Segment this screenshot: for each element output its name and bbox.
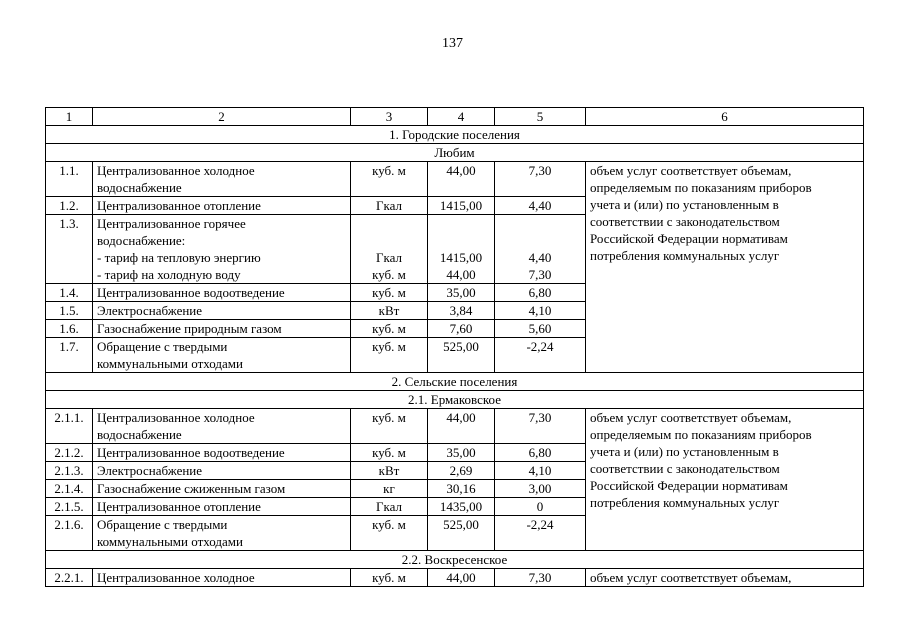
column-5-value: 4,10 (495, 462, 586, 480)
volume-note: объем услуг соответствует объемам, определяемым по показаниям приборов учета и (или) по установленным в соответствии с законодательством Российской Федерации нормативам потребления коммунальных услуг (586, 162, 864, 373)
service-name: Централизованное отопление (93, 498, 351, 516)
column-5-value: 6,80 (495, 284, 586, 302)
row-number: 2.2.1. (46, 569, 93, 587)
column-number-header: 1 (46, 108, 93, 126)
service-name: Централизованное водоотведение (93, 444, 351, 462)
row-number: 2.1.5. (46, 498, 93, 516)
unit-cell: куб. м (351, 284, 428, 302)
tariff-table (45, 107, 864, 587)
service-name: Газоснабжение сжиженным газом (93, 480, 351, 498)
row-number: 1.1. (46, 162, 93, 197)
subsection-title: 2.2. Воскресенское (46, 551, 864, 569)
service-name: Газоснабжение природным газом (93, 320, 351, 338)
section-title-row (46, 373, 864, 391)
column-5-value: 6,80 (495, 444, 586, 462)
unit-cell: Гкал (351, 197, 428, 215)
service-name: Обращение с твердыми коммунальными отходами (93, 516, 351, 551)
section-title-row (46, 126, 864, 144)
service-name: Обращение с твердыми коммунальными отходами (93, 338, 351, 373)
column-4-value: 1415,00 (428, 197, 495, 215)
unit-cell: Гкал (351, 498, 428, 516)
column-5-value: 7,30 (495, 162, 586, 197)
unit-cell: куб. м (351, 516, 428, 551)
row-number: 1.5. (46, 302, 93, 320)
row-number: 2.1.2. (46, 444, 93, 462)
column-5-value: -2,24 (495, 516, 586, 551)
column-4-value: 44,00 (428, 162, 495, 197)
unit-cell: куб. м (351, 338, 428, 373)
unit-cell: кВт (351, 462, 428, 480)
column-5-value: 3,00 (495, 480, 586, 498)
column-5-value: 7,30 (495, 409, 586, 444)
unit-cell: куб. м (351, 444, 428, 462)
unit-cell: куб. м (351, 569, 428, 587)
row-number: 1.4. (46, 284, 93, 302)
row-number: 1.7. (46, 338, 93, 373)
column-5-value: 4,10 (495, 302, 586, 320)
subsection-title: Любим (46, 144, 864, 162)
row-number: 1.3. (46, 215, 93, 284)
service-name: Централизованное водоотведение (93, 284, 351, 302)
unit-cell: кВт (351, 302, 428, 320)
row-number: 1.6. (46, 320, 93, 338)
service-name: Централизованное холодное водоснабжение (93, 409, 351, 444)
column-4-value: 35,00 (428, 444, 495, 462)
unit-cell: куб. м (351, 409, 428, 444)
table-row (46, 569, 864, 587)
column-5-value: 4,40 7,30 (495, 215, 586, 284)
column-5-value: 0 (495, 498, 586, 516)
table-header-row (46, 108, 864, 126)
column-5-value: -2,24 (495, 338, 586, 373)
subsection-title-row (46, 551, 864, 569)
page-number: 137 (442, 36, 463, 51)
row-number: 1.2. (46, 197, 93, 215)
column-5-value: 7,30 (495, 569, 586, 587)
column-number-header: 4 (428, 108, 495, 126)
subsection-title-row (46, 144, 864, 162)
row-number: 2.1.6. (46, 516, 93, 551)
column-5-value: 5,60 (495, 320, 586, 338)
column-number-header: 3 (351, 108, 428, 126)
volume-note: объем услуг соответствует объемам, (586, 569, 864, 587)
row-number: 2.1.4. (46, 480, 93, 498)
section-title: 1. Городские поселения (46, 126, 864, 144)
column-4-value: 35,00 (428, 284, 495, 302)
service-name: Электроснабжение (93, 302, 351, 320)
row-number: 2.1.1. (46, 409, 93, 444)
section-title: 2. Сельские поселения (46, 373, 864, 391)
unit-cell: куб. м (351, 162, 428, 197)
row-number: 2.1.3. (46, 462, 93, 480)
column-4-value: 525,00 (428, 338, 495, 373)
column-5-value: 4,40 (495, 197, 586, 215)
service-name: Централизованное холодное (93, 569, 351, 587)
service-name: Централизованное горячее водоснабжение: - тариф на тепловую энергию - тариф на холодную воду (93, 215, 351, 284)
column-number-header: 2 (93, 108, 351, 126)
unit-cell: Гкал куб. м (351, 215, 428, 284)
column-4-value: 44,00 (428, 569, 495, 587)
unit-cell: куб. м (351, 320, 428, 338)
volume-note: объем услуг соответствует объемам, определяемым по показаниям приборов учета и (или) по установленным в соответствии с законодательством Российской Федерации нормативам потребления коммунальных услуг (586, 409, 864, 551)
subsection-title: 2.1. Ермаковское (46, 391, 864, 409)
column-4-value: 2,69 (428, 462, 495, 480)
service-name: Централизованное отопление (93, 197, 351, 215)
column-4-value: 525,00 (428, 516, 495, 551)
column-4-value: 3,84 (428, 302, 495, 320)
column-4-value: 44,00 (428, 409, 495, 444)
table-row (46, 409, 864, 444)
column-4-value: 7,60 (428, 320, 495, 338)
column-4-value: 30,16 (428, 480, 495, 498)
column-4-value: 1415,00 44,00 (428, 215, 495, 284)
unit-cell: кг (351, 480, 428, 498)
service-name: Электроснабжение (93, 462, 351, 480)
column-number-header: 5 (495, 108, 586, 126)
service-name: Централизованное холодное водоснабжение (93, 162, 351, 197)
table-row (46, 162, 864, 197)
column-4-value: 1435,00 (428, 498, 495, 516)
column-number-header: 6 (586, 108, 864, 126)
subsection-title-row (46, 391, 864, 409)
